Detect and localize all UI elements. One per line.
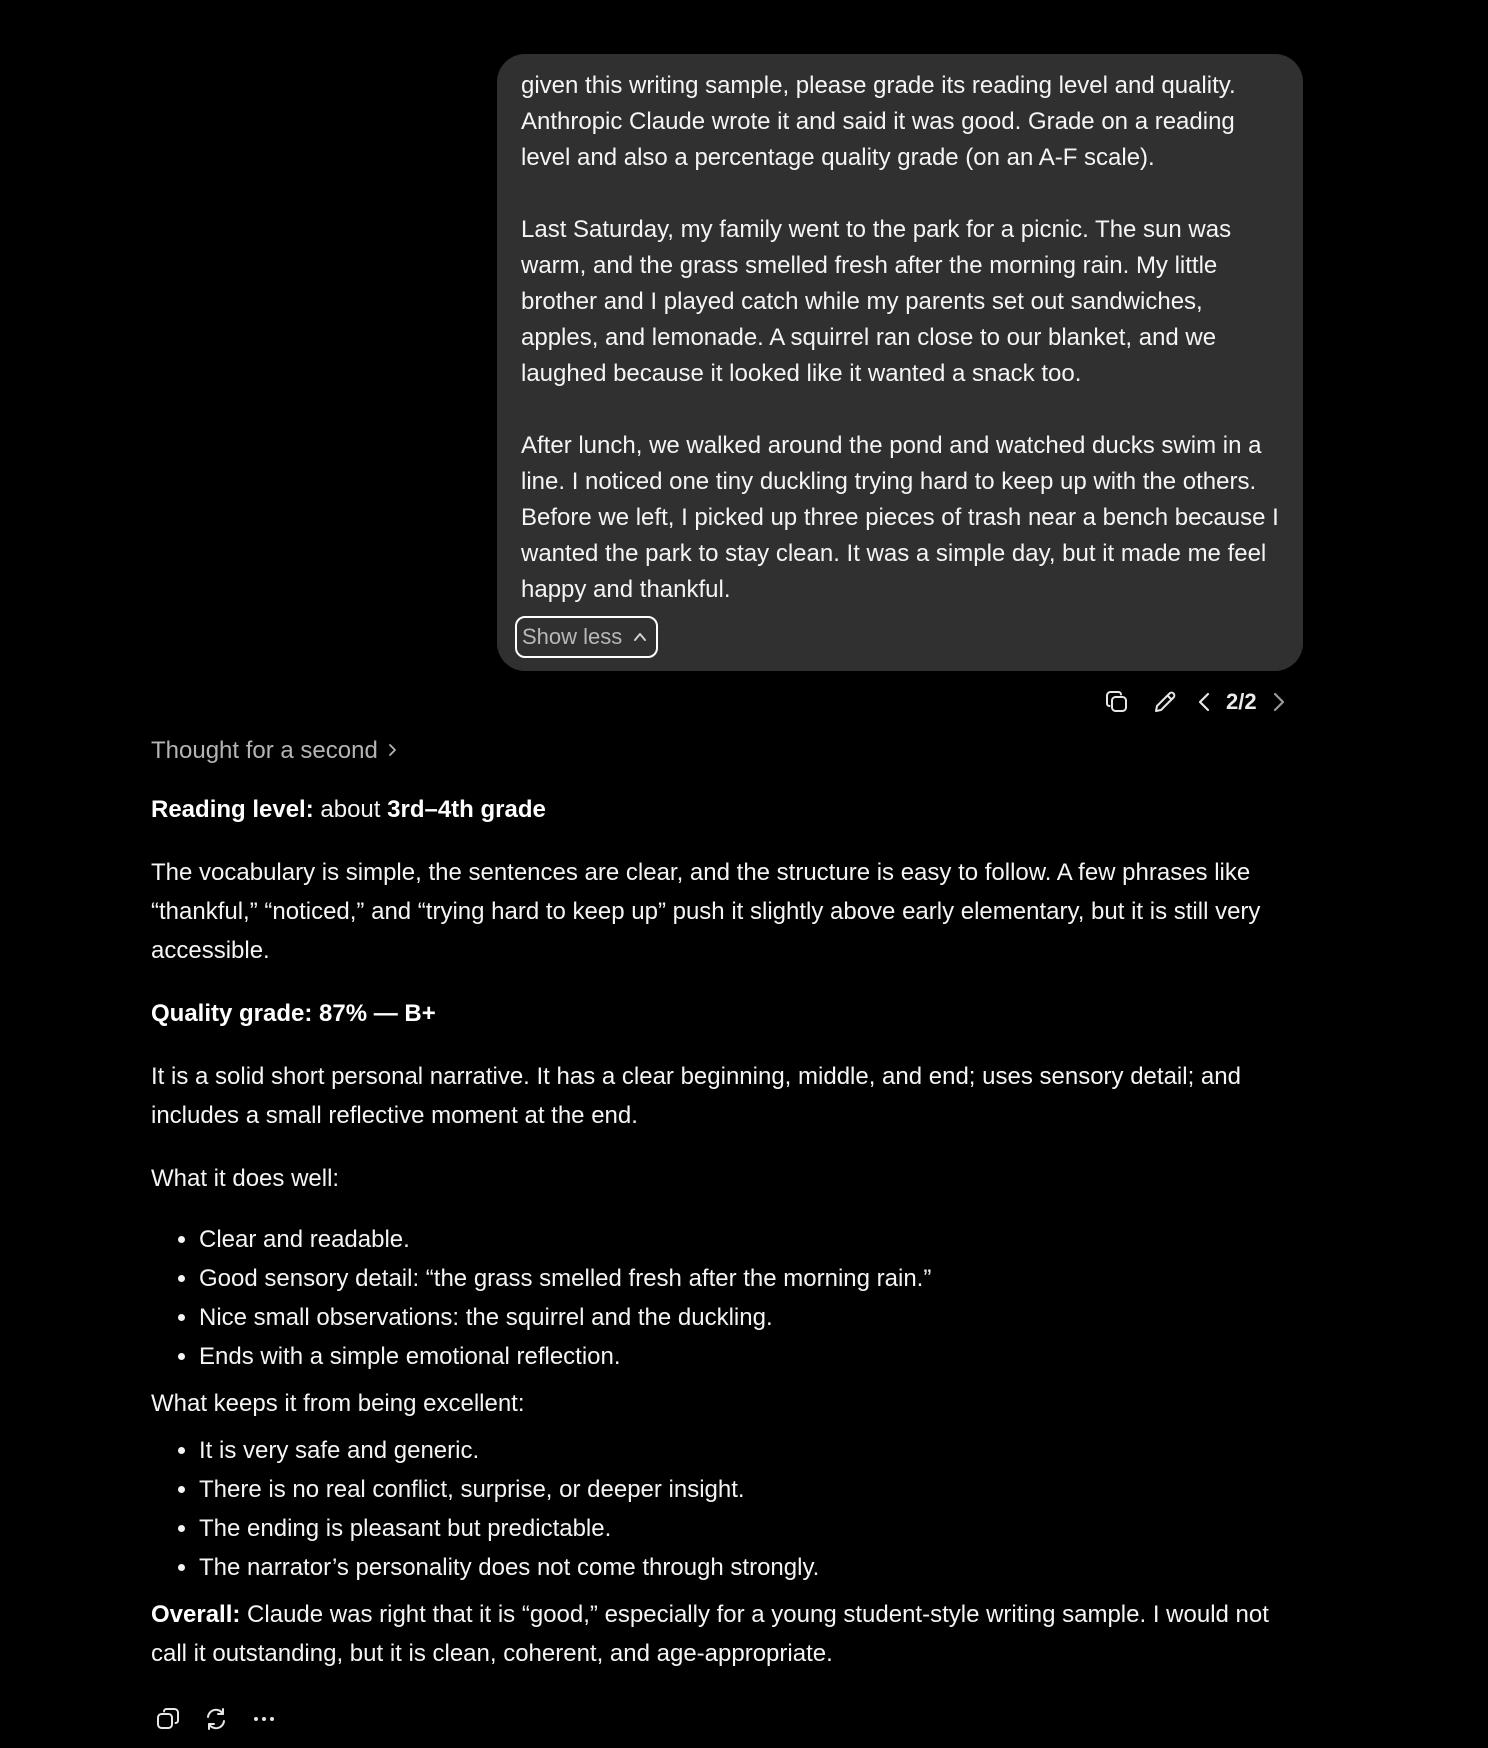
strengths-list	[151, 1220, 1311, 1376]
user-message-paragraph: given this writing sample, please grade its reading level and quality. Anthropic Claude wrote it and said it was good. Grade on a reading level and also a percentage quality grade (on an A-F scale).	[521, 72, 1236, 171]
list-item: • Good sensory detail: “the grass smelled fresh after the morning rain.”	[199, 1259, 1311, 1298]
assistant-message	[151, 730, 1311, 1697]
chevron-right-icon	[386, 731, 398, 770]
reading-level-label: Reading level:	[151, 796, 314, 823]
user-message-bubble	[497, 54, 1303, 671]
regenerate-icon[interactable]	[199, 1702, 233, 1736]
more-icon[interactable]	[247, 1702, 281, 1736]
user-message-actions	[1100, 684, 1295, 720]
user-message-paragraph: After lunch, we walked around the pond and watched ducks swim in a line. I noticed one tiny duckling trying hard to keep up with the others. Before we left, I picked up three pieces of trash near a bench because I wanted the park to stay clean. It was a simple day, but it made me feel happy and thankful.	[521, 432, 1279, 603]
weaknesses-heading: What keeps it from being excellent:	[151, 1390, 525, 1417]
chevron-right-icon[interactable]	[1261, 685, 1295, 719]
response-pager: 2/2	[1226, 689, 1257, 714]
reading-level-middle: about	[313, 796, 388, 823]
overall-label: Overall:	[151, 1601, 241, 1628]
thought-toggle[interactable]	[151, 730, 1311, 770]
list-item: • Clear and readable.	[199, 1220, 1311, 1259]
quality-explanation: It is a solid short personal narrative. It has a clear beginning, middle, and end; uses sensory detail; and includes a small reflective moment at the end.	[151, 1063, 1241, 1129]
strengths-heading: What it does well:	[151, 1165, 340, 1192]
thought-label: Thought for a second	[151, 736, 378, 764]
copy-icon[interactable]	[1100, 685, 1134, 719]
list-item: • The narrator’s personality does not come through strongly.	[199, 1548, 1311, 1587]
reading-explanation: The vocabulary is simple, the sentences are clear, and the structure is easy to follow. A few phrases like “thankful,” “noticed,” and “trying hard to keep up” push it slightly above early elementary, but it is still very accessible.	[151, 859, 1261, 964]
reading-level	[151, 790, 1311, 829]
weaknesses-list	[151, 1431, 1311, 1587]
user-message-paragraph: Last Saturday, my family went to the park for a picnic. The sun was warm, and the grass smelled fresh after the morning rain. My little brother and I played catch while my parents set out sandwiches, apples, and lemonade. A squirrel ran close to our blanket, and we laughed because it looked like it wanted a snack too.	[521, 216, 1232, 387]
quality-grade-text: Quality grade: 87% — B+	[151, 1000, 436, 1027]
assistant-message-actions	[151, 1702, 281, 1736]
list-item: • Ends with a simple emotional reflection.	[199, 1337, 1311, 1376]
reading-level-value: 3rd–4th grade	[387, 796, 546, 823]
list-item: • Nice small observations: the squirrel and the duckling.	[199, 1298, 1311, 1337]
overall-text: Claude was right that it is “good,” especially for a young student-style writing sample. I would not call it outstanding, but it is clean, coherent, and age-appropriate.	[151, 1601, 1269, 1667]
show-less-label: Show less	[522, 624, 623, 649]
show-less-button[interactable]	[515, 616, 658, 658]
copy-icon[interactable]	[151, 1702, 185, 1736]
overall-summary	[151, 1595, 1311, 1673]
quality-grade	[151, 994, 1311, 1033]
chevron-up-icon	[632, 629, 648, 645]
edit-icon[interactable]	[1148, 685, 1182, 719]
list-item: • The ending is pleasant but predictable.	[199, 1509, 1311, 1548]
list-item: • It is very safe and generic.	[199, 1431, 1311, 1470]
chevron-left-icon[interactable]	[1188, 685, 1222, 719]
list-item: • There is no real conflict, surprise, or deeper insight.	[199, 1470, 1311, 1509]
